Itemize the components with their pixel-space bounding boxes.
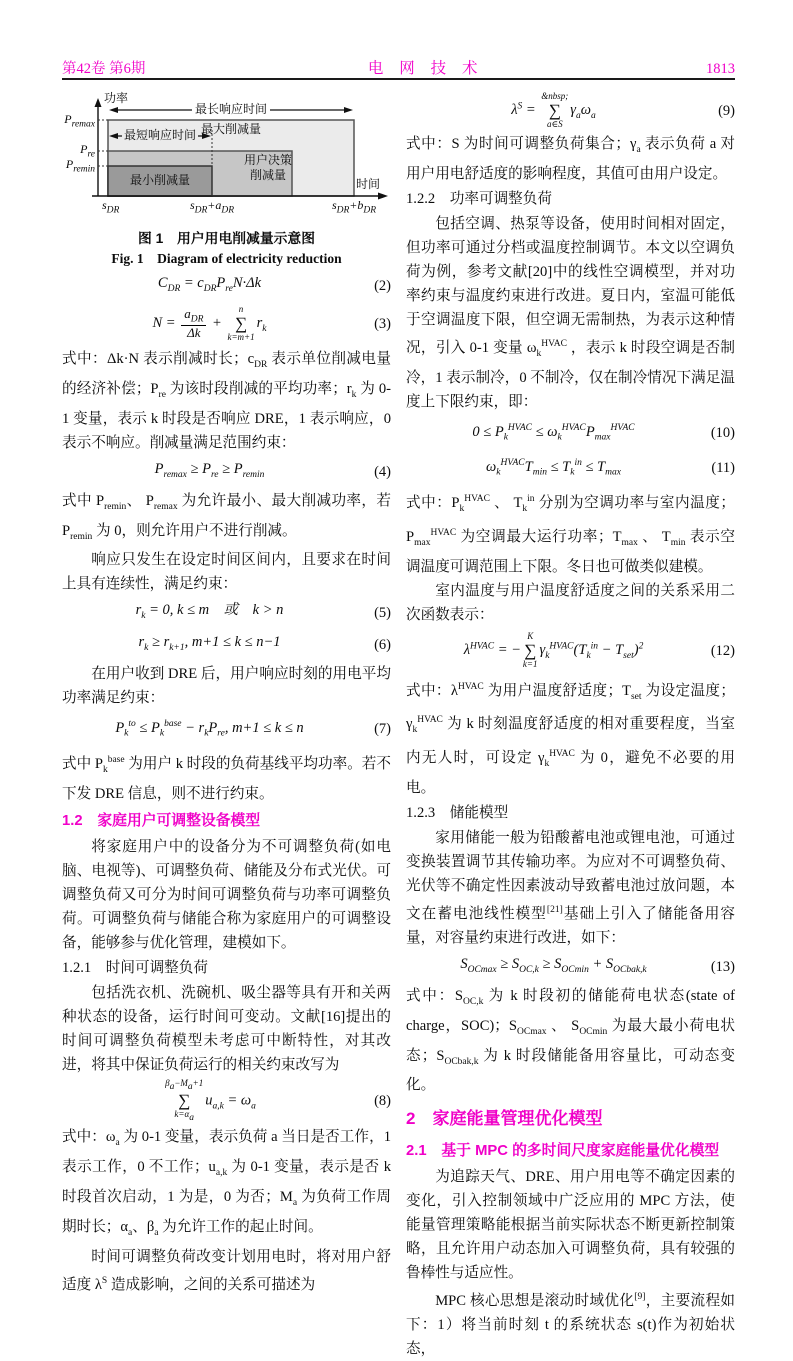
figure-y-axis-label: 功率 [104, 91, 129, 105]
page-header [62, 56, 735, 78]
section-heading-1-2-2: 1.2.2 功率可调整负荷 [406, 190, 552, 207]
header-rule [62, 78, 735, 80]
formula-2: $C_{DR} = c_{DR}P_{re}N\cdot\Delta k$ (2) [157, 275, 391, 294]
journal-title: 电 网 技 术 [367, 60, 484, 77]
figure-label-max-reduction: 最大削减量 [200, 122, 262, 136]
figure-x-axis-label: 时间 [356, 177, 381, 191]
formula-3: N = $a_{DR}$ Δk + n ∑ k=m+1 $r_k$ (3) [152, 304, 391, 342]
paragraph: 在用户收到 DRE 后，用户响应时刻的用电平均功率满足约束： [62, 666, 391, 707]
paragraph: 式中 $P_k^{base}$ 为用户 k 时段的负荷基线平均功率。若不下发 DRE 信息，则不进行约束。 [62, 754, 392, 802]
paragraph: 包括空调、热泵等设备，使用时间相对固定，但功率可通过分档或温度控制调节。本文以空调负荷为例，参考文献[20]中的线性空调模型，并对功率约束与温度约束进行改进。夏日内，室温可能低于空调温度下限，但空调无需制热，为表示这种情况，引入 0-1 变量 $\omega_k^{HVAC}$ ，表示 k 时段空调是否制冷，1 表示制冷，0 不制冷，仅在制冷情况下满足温度上下限约束，即： [406, 215, 735, 410]
formula-7: $P_k^{to} \le P_k^{base} - r_kP_{re}$, m+1 ≤ k ≤ n (7) [115, 719, 391, 739]
paragraph: 包括洗衣机、洗碗机、吸尘器等具有开和关两种状态的设备，运行时间可变动。文献[16]提出的时间可调整负荷模型未考虑可中断特性，对其改进，将其中保证负荷运行的相关约束改写为 [62, 984, 391, 1073]
formula-11: $\omega_k^{HVAC}T_{min} \le T_k^{in} \le T_{max}$ (11) [486, 458, 735, 479]
figure-xtick-sdr: $s_{DR}$ [102, 198, 120, 216]
figure-xtick-sdr-bdr: $s_{DR}+b_{DR}$ [331, 198, 377, 216]
formula-4: $P_{remax} \ge P_{re} \ge P_{remin}$ (4) [154, 460, 391, 480]
section-heading-1-2: 1.2 家庭用户可调整设备模型 [62, 812, 261, 829]
paragraph: 式中 $P_{remin}$、 $P_{remax}$ 为允许最小、最大削减功率，若 $P_{remin}$ 为 0，则允许用户不进行削减。 [62, 492, 391, 542]
section-heading-1-2-1: 1.2.1 时间可调整负荷 [62, 959, 208, 976]
figure-caption-cn: 图 1 用户用电削减量示意图 [137, 231, 316, 246]
paragraph: 将家庭用户中的设备分为不可调整负荷(如电脑、电视等)、可调整负荷、储能及分布式光伏。可调整负荷又可分为时间可调整负荷与功率可调整负荷。可调整负荷与储能合称为家庭用户的可调整设备，能够参与优化管理，建模如下。 [62, 838, 391, 951]
paragraph: 式中：$P_k^{HVAC}$ 、 $T_k^{in}$ 分别为空调功率与室内温度；$P_{max}^{HVAC}$ 为空调最大运行功率；$T_{max}$ 、 $T_{min}$ 表示空调温度可调范围上下限。冬日也可做类似建模。 [406, 494, 735, 575]
formula-6: $r_k \ge r_{k+1}$, m+1 ≤ k ≤ n−1 (6) [138, 634, 391, 654]
page-number: 1813 [706, 61, 735, 77]
figure-1 [62, 91, 391, 226]
formula-5: $r_k = 0$, k ≤ m 或 k > n (5) [135, 602, 391, 622]
paragraph: 家用储能一般为铅酸蓄电池或锂电池，可通过变换装置调节其传输功率。为应对不可调整负荷、光伏等不确定性因素波动导致蓄电池过放问题，本文在蓄电池线性模型[21]基础上引入了储能备用容量，对容量约束进行改进，如下： [406, 829, 735, 946]
paragraph: 式中：$S_{OC,k}$ 为 k 时段初的储能荷电状态(state of charge，SOC)；$S_{OCmax}$ 、 $S_{OCmin}$ 为最大最小荷电状态；$S_{OCbak,k}$ 为 k 时段储能备用容量比，可动态变化。 [406, 987, 735, 1094]
section-heading-2: 2 家庭能量管理优化模型 [406, 1109, 603, 1129]
formula-8: $\beta_a-M_a+1$ ∑ $k=\alpha_a$ $u_{a,k} = \omega_a$ (8) [165, 1077, 391, 1123]
volume-issue: 第42卷 第6期 [62, 61, 146, 77]
paragraph: 时间可调整负荷改变计划用电时，将对用户舒适度 $\lambda^S$ 造成影响，之间的关系可描述为 [62, 1248, 391, 1293]
paragraph: 式中：Δk·N 表示削减时长；$c_{DR}$ 表示单位削减电量的经济补偿；$P_{re}$ 为该时段削减的平均功率；$r_k$ 为 0-1 变量，表示 k 时段是否响应 DRE，1 表示响应，0 表示不响应。削减量满足范围约束： [62, 350, 391, 451]
two-column-body [62, 90, 735, 1361]
figure-label-user-decision: 用户决策 削减量 [244, 153, 293, 182]
figure-xtick-sdr-adr: $s_{DR}+a_{DR}$ [189, 198, 235, 216]
figure-ytick-pre: $P_{re}$ [80, 142, 95, 160]
figure-label-min-reduction: 最小削减量 [129, 173, 191, 187]
formula-12: $\lambda^{HVAC}$ = − K ∑ k=1 $\gamma_k^{HVAC}(T_k^{in} - T_{set})^2$ (12) [463, 630, 735, 669]
figure-ytick-premax: $P_{remax}$ [64, 112, 95, 130]
paragraph: 式中：$\lambda^{HVAC}$ 为用户温度舒适度；$T_{set}$ 为设定温度；$\gamma_k^{HVAC}$ 为 k 时刻温度舒适度的相对重要程度，当室内无人时，可设定 $\gamma_k^{HVAC}$ 为 0，避免不必要的用电。 [406, 681, 735, 796]
paragraph: 式中：$\omega_a$ 为 0-1 变量，表示负荷 a 当日是否工作，1 表示工作，0 不工作；$u_{a,k}$ 为 0-1 变量，表示是否 k 时段首次启动，1 为是，0 为否；$M_a$ 为负荷工作周期时长；$\alpha_a$、$\beta_a$ 为允许工作的起止时间。 [62, 1128, 391, 1238]
formula-10: $0 \le P_k^{HVAC} \le \omega_k^{HVAC}P_{max}^{HVAC}$ (10) [472, 422, 735, 443]
figure-ytick-premin: $P_{remin}$ [65, 157, 95, 175]
paragraph: 响应只发生在设定时间区间内，且要求在时间上具有连续性，满足约束： [62, 552, 391, 593]
paragraph: 为追踪天气、DRE、用户用电等不确定因素的变化，引入控制领域中广泛应用的 MPC 方法，使能量管理策略能根据当前实际状态不断更新控制策略，且允许用户动态加入可调整负荷，具有较强的鲁棒性与适应性。 [406, 1169, 735, 1282]
figure-caption-en: Fig. 1 Diagram of electricity reduction [111, 251, 342, 266]
section-heading-2-1: 2.1 基于 MPC 的多时间尺度家庭能量优化模型 [406, 1143, 720, 1160]
paragraph: 室内温度与用户温度舒适度之间的关系采用二次函数表示： [406, 582, 735, 623]
section-heading-1-2-3: 1.2.3 储能模型 [406, 804, 509, 821]
formula-9: $\lambda^S$ = &nbsp; ∑ a∈S $\gamma_a\omega_a$ (9) [511, 91, 735, 129]
paragraph: 式中：S 为时间可调整负荷集合；$\gamma_a$ 表示负荷 a 对用户用电舒适度的影响程度，其值可由用户设定。 [406, 136, 735, 182]
figure-label-longest-response: 最长响应时间 [192, 103, 270, 116]
paragraph: MPC 核心思想是滚动时域优化[9]，主要流程如下：1）将当前时刻 t 的系统状态 s(t)作为初始状态， [406, 1292, 735, 1358]
left-column [62, 90, 391, 1361]
right-column [406, 90, 735, 1361]
figure-label-shortest-response: 最短响应时间 [123, 128, 197, 142]
formula-13: $S_{OCmax} \ge S_{OC,k} \ge S_{OCmin} + S_{OCbak,k}$ (13) [460, 955, 735, 975]
